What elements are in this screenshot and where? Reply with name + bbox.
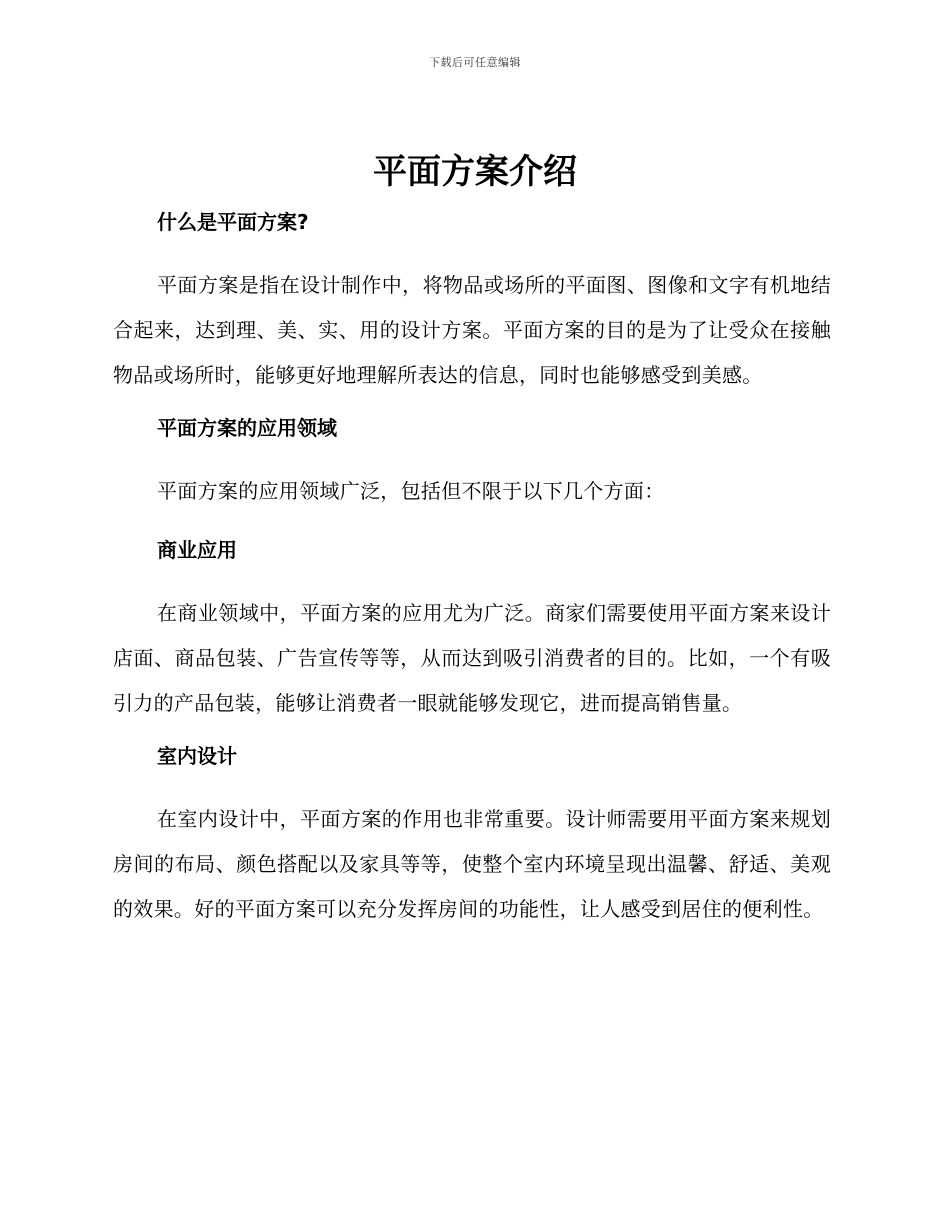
section-interior-design <box>113 738 831 932</box>
section-heading: 什么是平面方案? <box>157 210 309 234</box>
section-heading: 商业应用 <box>157 538 237 562</box>
section-paragraph: 平面方案是指在设计制作中，将物品或场所的平面图、图像和文字有机地结合起来，达到理、美、实、用的设计方案。平面方案的目的是为了让受众在接触物品或场所时，能够更好地理解所表达的信息，同时也能够感受到美感。 <box>113 273 831 387</box>
section-heading: 平面方案的应用领域 <box>157 416 337 440</box>
section-commercial <box>113 532 831 726</box>
section-paragraph: 在商业领域中，平面方案的应用尤为广泛。商家们需要使用平面方案来设计店面、商品包装、广告宣传等等，从而达到吸引消费者的目的。比如，一个有吸引力的产品包装，能够让消费者一眼就能够发现它，进而提高销售量。 <box>113 601 831 715</box>
section-application-fields <box>113 410 831 514</box>
document-body <box>113 204 831 944</box>
header-note: 下载后可任意编辑 <box>429 56 521 69</box>
section-paragraph: 平面方案的应用领域广泛，包括但不限于以下几个方面： <box>157 479 665 503</box>
section-heading: 室内设计 <box>157 744 237 768</box>
section-paragraph: 在室内设计中，平面方案的作用也非常重要。设计师需要用平面方案来规划房间的布局、颜色搭配以及家具等等，使整个室内环境呈现出温馨、舒适、美观的效果。好的平面方案可以充分发挥房间的功能性，让人感受到居住的便利性。 <box>113 807 831 921</box>
section-what-is <box>113 204 831 398</box>
document-title: 平面方案介绍 <box>373 152 577 192</box>
